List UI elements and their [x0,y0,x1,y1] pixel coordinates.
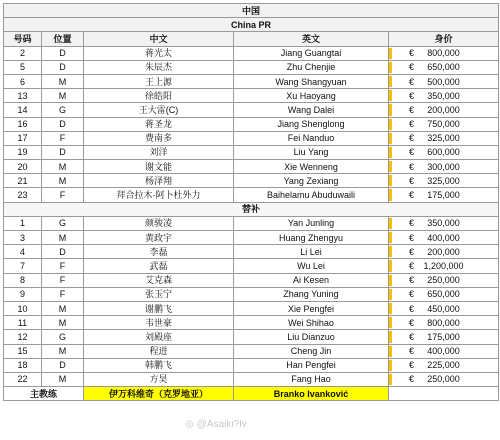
player-number: 16 [4,117,42,131]
player-position: M [42,160,84,174]
player-row [4,131,499,145]
title-cn-row [4,4,499,18]
player-name-en: Liu Yang [234,145,389,159]
value-amount: 500,000 [427,76,460,87]
player-number: 23 [4,188,42,202]
value-amount: 250,000 [427,374,460,385]
currency-symbol: € [409,317,415,328]
currency-symbol: € [409,275,415,286]
player-name-en: Yan Junling [234,216,389,230]
currency-symbol: € [409,175,415,186]
value-marker [389,317,392,328]
player-name-cn: 蒋圣龙 [84,117,234,131]
player-number: 10 [4,301,42,315]
player-number: 12 [4,330,42,344]
value-marker [389,289,392,300]
substitutes-header-row [4,202,499,216]
player-row [4,145,499,159]
value-amount: 450,000 [427,303,460,314]
currency-symbol: € [409,346,415,357]
currency-symbol: € [409,76,415,87]
value-amount: 1,200,000 [423,260,464,271]
player-name-en: Wang Shangyuan [234,74,389,88]
player-position: M [42,344,84,358]
player-position: D [42,145,84,159]
player-value [389,117,499,131]
value-amount: 400,000 [427,346,460,357]
player-position: D [42,117,84,131]
player-value [389,60,499,74]
value-amount: 350,000 [427,90,460,101]
player-name-en: Xu Haoyang [234,89,389,103]
player-value [389,245,499,259]
player-position: F [42,287,84,301]
player-number: 5 [4,60,42,74]
watermark-text: @Asaiki?Iv [196,419,247,430]
player-position: M [42,174,84,188]
player-number: 4 [4,245,42,259]
player-row [4,301,499,315]
player-value [389,372,499,386]
player-name-cn: 谢鹏飞 [84,301,234,315]
player-name-en: Liu Dianzuo [234,330,389,344]
player-position: F [42,131,84,145]
player-number: 9 [4,287,42,301]
player-name-en: Li Lei [234,245,389,259]
player-name-cn: 拜合拉木·阿卜杜外力 [84,188,234,202]
value-amount: 325,000 [427,133,460,144]
value-marker [389,360,392,371]
player-row [4,89,499,103]
player-row [4,174,499,188]
value-marker [389,48,392,59]
player-position: M [42,316,84,330]
player-name-cn: 张玉宁 [84,287,234,301]
currency-symbol: € [409,48,415,59]
player-name-cn: 武磊 [84,259,234,273]
currency-symbol: € [409,90,415,101]
player-number: 14 [4,103,42,117]
value-marker [389,119,392,130]
header-english: 英文 [234,32,389,46]
player-number: 18 [4,358,42,372]
value-marker [389,76,392,87]
currency-symbol: € [409,374,415,385]
player-row [4,160,499,174]
player-value [389,301,499,315]
player-name-cn: 韦世豪 [84,316,234,330]
player-name-cn: 王大雷(C) [84,103,234,117]
player-name-cn: 韩鹏飞 [84,358,234,372]
player-name-cn: 艾克森 [84,273,234,287]
player-name-cn: 朱辰杰 [84,60,234,74]
currency-symbol: € [409,62,415,73]
player-number: 7 [4,259,42,273]
header-chinese: 中文 [84,32,234,46]
value-marker [389,346,392,357]
player-number: 17 [4,131,42,145]
player-value [389,358,499,372]
value-amount: 325,000 [427,175,460,186]
player-number: 21 [4,174,42,188]
player-number: 6 [4,74,42,88]
player-name-en: Zhu Chenjie [234,60,389,74]
player-row [4,358,499,372]
currency-symbol: € [409,360,415,371]
player-value [389,273,499,287]
currency-symbol: € [409,331,415,342]
value-marker [389,104,392,115]
player-position: F [42,188,84,202]
player-number: 8 [4,273,42,287]
value-amount: 350,000 [427,218,460,229]
title-en-row [4,18,499,32]
player-position: D [42,245,84,259]
player-value [389,131,499,145]
player-name-cn: 黄政宇 [84,231,234,245]
player-row [4,60,499,74]
coach-name-cn: 伊万科维奇（克罗地亚） [84,387,234,401]
currency-symbol: € [409,119,415,130]
player-position: F [42,273,84,287]
player-name-en: Wang Dalei [234,103,389,117]
value-amount: 200,000 [427,104,460,115]
player-name-cn: 蒋光太 [84,46,234,60]
player-value [389,74,499,88]
value-amount: 650,000 [427,62,460,73]
player-name-en: Jiang Guangtai [234,46,389,60]
player-row [4,287,499,301]
player-value [389,231,499,245]
player-row [4,372,499,386]
value-amount: 800,000 [427,48,460,59]
player-row [4,188,499,202]
player-value [389,174,499,188]
player-name-en: Cheng Jin [234,344,389,358]
player-number: 15 [4,344,42,358]
player-name-en: Fang Hao [234,372,389,386]
player-name-cn: 方昊 [84,372,234,386]
player-value [389,216,499,230]
player-position: M [42,372,84,386]
player-position: M [42,231,84,245]
currency-symbol: € [409,246,415,257]
player-name-en: Ai Kesen [234,273,389,287]
player-name-en: Han Pengfei [234,358,389,372]
player-row [4,216,499,230]
player-row [4,103,499,117]
player-value [389,89,499,103]
player-name-en: Yang Zexiang [234,174,389,188]
value-amount: 175,000 [427,190,460,201]
value-amount: 400,000 [427,232,460,243]
player-position: M [42,74,84,88]
player-number: 19 [4,145,42,159]
value-marker [389,189,392,200]
player-position: D [42,358,84,372]
currency-symbol: € [409,289,415,300]
player-name-en: Fei Nanduo [234,131,389,145]
player-name-cn: 徐皓阳 [84,89,234,103]
currency-symbol: € [409,147,415,158]
header-value: 身价 [389,32,499,46]
player-name-en: Baihelamu Abuduwaili [234,188,389,202]
player-number: 2 [4,46,42,60]
player-position: M [42,89,84,103]
player-value [389,316,499,330]
value-marker [389,260,392,271]
player-position: M [42,301,84,315]
player-name-en: Jiang Shenglong [234,117,389,131]
value-amount: 300,000 [427,161,460,172]
player-value [389,46,499,60]
player-row [4,245,499,259]
value-marker [389,147,392,158]
currency-symbol: € [409,232,415,243]
currency-symbol: € [409,260,415,271]
player-name-en: Zhang Yuning [234,287,389,301]
player-name-en: Huang Zhengyu [234,231,389,245]
watermark [185,419,247,430]
player-position: F [42,259,84,273]
player-row [4,344,499,358]
value-amount: 200,000 [427,246,460,257]
value-marker [389,374,392,385]
player-value [389,160,499,174]
player-name-cn: 颜骏凌 [84,216,234,230]
header-number: 号码 [4,32,42,46]
player-position: G [42,216,84,230]
header-position: 位置 [42,32,84,46]
player-name-cn: 程进 [84,344,234,358]
currency-symbol: € [409,133,415,144]
value-amount: 250,000 [427,275,460,286]
currency-symbol: € [409,104,415,115]
player-name-cn: 王上源 [84,74,234,88]
value-amount: 600,000 [427,147,460,158]
weibo-icon: ◎ [185,419,194,430]
currency-symbol: € [409,190,415,201]
player-name-en: Xie Wenneng [234,160,389,174]
player-value [389,103,499,117]
value-amount: 225,000 [427,360,460,371]
title-cn: 中国 [4,4,499,18]
player-value [389,330,499,344]
value-marker [389,232,392,243]
player-name-cn: 李磊 [84,245,234,259]
player-row [4,117,499,131]
player-name-cn: 谢文能 [84,160,234,174]
player-row [4,74,499,88]
player-value [389,344,499,358]
player-name-en: Wu Lei [234,259,389,273]
value-marker [389,246,392,257]
player-name-cn: 杨泽翔 [84,174,234,188]
coach-row [4,387,499,401]
player-row [4,231,499,245]
player-number: 22 [4,372,42,386]
player-number: 11 [4,316,42,330]
value-amount: 650,000 [427,289,460,300]
player-name-en: Xie Pengfei [234,301,389,315]
player-number: 20 [4,160,42,174]
value-marker [389,218,392,229]
player-position: G [42,103,84,117]
substitutes-label: 替补 [4,202,499,216]
player-row [4,46,499,60]
value-marker [389,175,392,186]
player-name-en: Wei Shihao [234,316,389,330]
coach-label: 主教练 [4,387,84,401]
player-number: 1 [4,216,42,230]
value-amount: 800,000 [427,317,460,328]
value-marker [389,90,392,101]
player-name-cn: 刘殿座 [84,330,234,344]
currency-symbol: € [409,218,415,229]
player-position: D [42,60,84,74]
player-row [4,316,499,330]
coach-name-en: Branko Ivanković [234,387,389,401]
value-amount: 175,000 [427,331,460,342]
value-marker [389,331,392,342]
value-marker [389,161,392,172]
player-value [389,188,499,202]
value-marker [389,62,392,73]
coach-empty [389,387,499,401]
value-amount: 750,000 [427,119,460,130]
player-position: D [42,46,84,60]
value-marker [389,133,392,144]
value-marker [389,303,392,314]
player-value [389,287,499,301]
player-position: G [42,330,84,344]
currency-symbol: € [409,161,415,172]
value-marker [389,275,392,286]
roster-table [3,3,499,401]
player-name-cn: 费南多 [84,131,234,145]
player-row [4,273,499,287]
player-row [4,330,499,344]
player-number: 13 [4,89,42,103]
player-value [389,259,499,273]
title-en: China PR [4,18,499,32]
player-name-cn: 刘洋 [84,145,234,159]
player-number: 3 [4,231,42,245]
player-value [389,145,499,159]
currency-symbol: € [409,303,415,314]
column-header-row [4,32,499,46]
player-row [4,259,499,273]
